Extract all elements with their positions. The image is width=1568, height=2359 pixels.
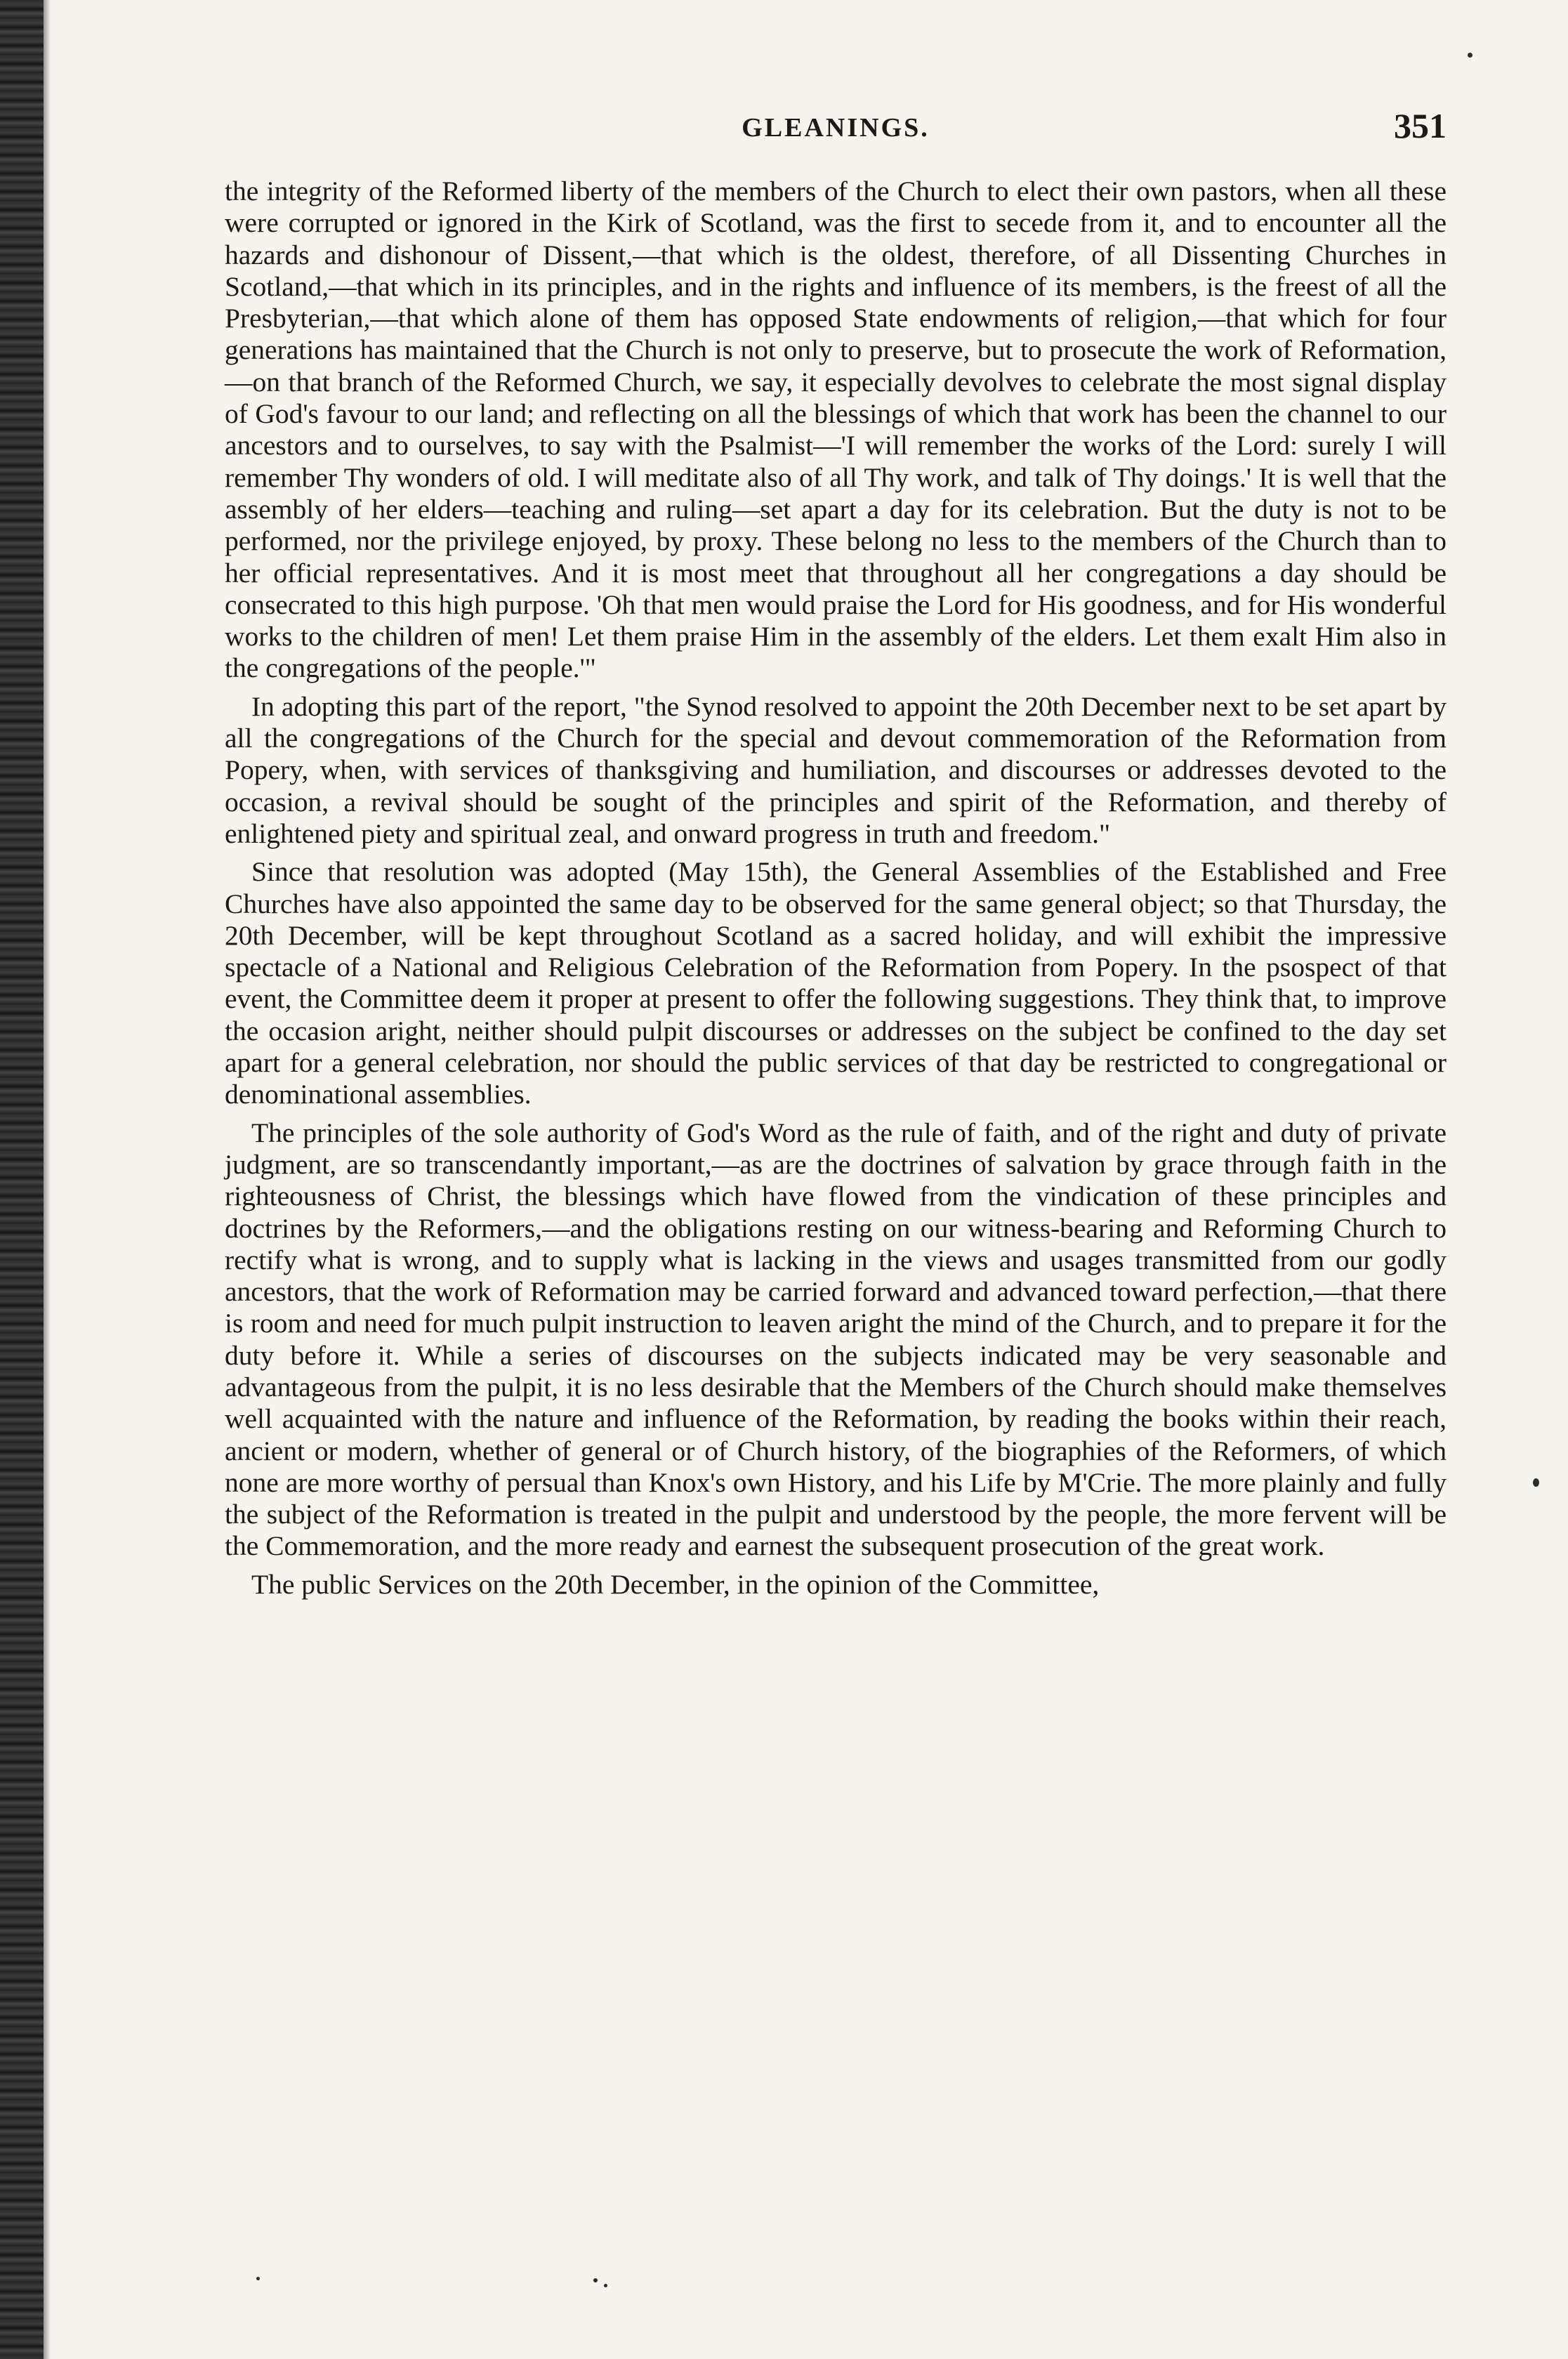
page-number: 351 (1394, 106, 1447, 145)
paragraph: Since that resolution was adopted (May 15th), the General Assemblies of the Established and Free Churches have also appointed the same day to be observed for the same general object; so that Thursday, the 20th December, will be kept throughout Scotland as a sacred holiday, and will exhibit the impressive spectacle of a National and Religious Celebration of the Reformation from Popery. In the psospect of that event, the Committee deem it proper at present to offer the following suggestions. They think that, to improve the occasion aright, neither should pulpit discourses or addresses on the subject be confined to the day set apart for a general celebration, nor should the public services of that day be restricted to congregational or denominational assemblies. (225, 856, 1447, 1110)
body-text (225, 176, 1447, 1601)
book-binding-edge (0, 0, 44, 2359)
running-title: GLEANINGS. (742, 113, 930, 143)
ink-speck (1468, 53, 1473, 58)
paragraph: The public Services on the 20th December, in the opinion of the Committee, (251, 1568, 1100, 1600)
book-page (225, 105, 1447, 2311)
ink-speck (1533, 1478, 1539, 1487)
paragraph: In adopting this part of the report, "the Synod resolved to appoint the 20th December next to be set apart by all the congregations of the Church for the special and devout commemoration of the Reformation from Popery, when, with services of thanksgiving and humiliation, and discourses or addresses devoted to the occasion, a revival should be sought of the principles and spirit of the Reformation, and thereby of enlightened piety and spiritual zeal, and onward progress in truth and freedom." (225, 690, 1447, 849)
running-header (225, 105, 1447, 176)
paragraph: The principles of the sole authority of God's Word as the rule of faith, and of the right and duty of private judgment, are so transcendantly important,—as are the doctrines of salvation by grace through faith in the righteousness of Christ, the blessings which have flowed from the vindication of these principles and doctrines by the Reformers,—and the obligations resting on our witness-bearing and Reforming Church to rectify what is wrong, and to supply what is lacking in the views and usages transmitted from our godly ancestors, that the work of Reformation may be carried forward and advanced toward perfection,—that there is room and need for much pulpit instruction to leaven aright the mind of the Church, and to prepare it for the duty before it. While a series of discourses on the subjects indicated may be very seasonable and advantageous from the pulpit, it is no less desirable that the Members of the Church should make themselves well acquainted with the nature and influence of the Reformation, by reading the books within their reach, ancient or modern, whether of general or of Church history, of the biographies of the Reformers, of which none are more worthy of persual than Knox's own History, and his Life by M'Crie. The more plainly and fully the subject of the Reformation is treated in the pulpit and understood by the people, the more fervent will be the Commemoration, and the more ready and earnest the subsequent prosecution of the great work. (225, 1117, 1447, 1562)
paragraph: the integrity of the Reformed liberty of the members of the Church to elect their own pastors, when all these were corrupted or ignored in the Kirk of Scotland, was the first to secede from it, and to encounter all the hazards and dishonour of Dissent,—that which is the oldest, therefore, of all Dissenting Churches in Scotland,—that which in its principles, and in the rights and influence of its members, is the freest of all the Presbyterian,—that which alone of them has opposed State endowments of religion,—that which for four generations has maintained that the Church is not only to preserve, but to prosecute the work of Reformation,—on that branch of the Reformed Church, we say, it especially devolves to celebrate the most signal display of God's favour to our land; and reflecting on all the blessings of which that work has been the channel to our ancestors and to ourselves, to say with the Psalmist—'I will remember the works of the Lord: surely I will remember Thy wonders of old. I will meditate also of all Thy work, and talk of Thy doings.' It is well that the assembly of her elders—teaching and ruling—set apart a day for its celebration. But the duty is not to be performed, nor the privilege enjoyed, by proxy. These belong no less to the members of the Church than to her official representatives. And it is most meet that throughout all her congregations a day should be consecrated to this high purpose. 'Oh that men would praise the Lord for His goodness, and for His wonderful works to the children of men! Let them praise Him in the assembly of the elders. Let them exalt Him also in the congregations of the people.'" (225, 176, 1447, 684)
